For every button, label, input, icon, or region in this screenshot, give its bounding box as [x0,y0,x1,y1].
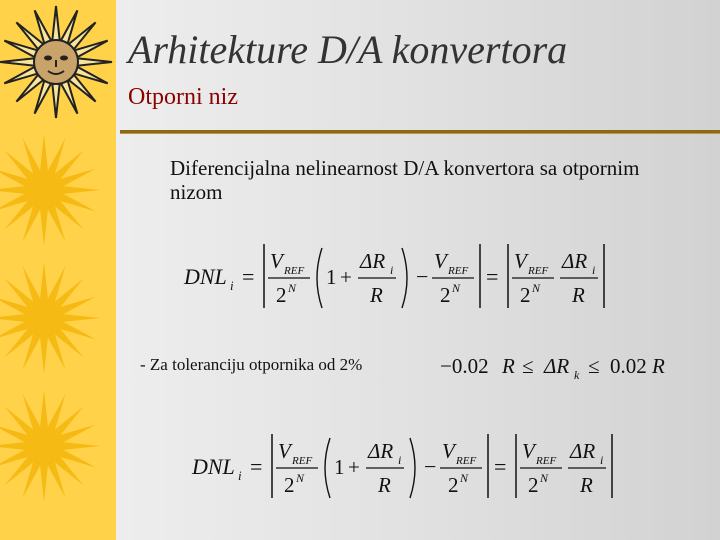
delta-r: ΔR [570,439,596,463]
paren-left [325,438,330,498]
two: 2 [276,283,287,307]
delta-r-subscript: i [592,263,596,277]
sun-core [24,426,64,466]
r-symbol: R [502,354,515,378]
one: 1 [326,265,337,289]
sun-face-icon [0,6,112,118]
two: 2 [448,473,459,497]
r-symbol: R [580,473,593,497]
inequality-left-value: −0.02 [440,354,489,378]
vref-symbol: V [278,439,291,463]
exponent: N [296,471,305,485]
vref-subscript: REF [292,455,313,467]
r-symbol: R [652,354,665,378]
vref-subscript: REF [528,265,549,277]
title-divider-shadow [120,133,720,134]
le-sign: ≤ [522,354,534,378]
exponent: N [288,281,297,295]
dnl-symbol: DNL [192,454,235,479]
slide-subtitle: Otporni niz [128,84,238,110]
decorative-sidebar [0,0,116,540]
vref-symbol: V [270,249,283,273]
exponent: N [532,281,541,295]
body-paragraph: Diferencijalna nelinearnost D/A konvertora sa otpornim nizom [170,156,640,204]
vref-subscript: REF [536,455,557,467]
vref-subscript: REF [456,455,477,467]
delta-r-subscript: i [600,453,604,467]
le-sign: ≤ [588,354,600,378]
equals-sign: = [494,454,507,479]
delta-r: ΔR [360,249,386,273]
sun-eye [44,56,52,61]
vref-symbol: V [522,439,535,463]
dnl-subscript: i [238,468,242,483]
two: 2 [284,473,295,497]
exponent: N [452,281,461,295]
delta-r: ΔR [544,354,570,378]
tolerance-label: - Za toleranciju otpornika od 2% [140,355,363,374]
plus-sign: + [348,455,360,479]
tolerance-inequality [438,346,678,382]
vref-subscript: REF [284,265,305,277]
exponent: N [540,471,549,485]
r-symbol: R [378,473,391,497]
delta-r: ΔR [368,439,394,463]
sun-icon [0,262,100,374]
sun-icon [0,134,100,246]
one: 1 [334,455,345,479]
sun-core [24,170,64,210]
two: 2 [520,283,531,307]
paren-left [317,248,322,308]
sun-icon [0,390,100,502]
delta-r-subscript: i [390,263,394,277]
sun-eye [60,56,68,61]
vref-symbol: V [514,249,527,273]
delta-r: ΔR [562,249,588,273]
two: 2 [440,283,451,307]
r-symbol: R [370,283,383,307]
minus-sign: − [424,454,437,479]
vref-symbol: V [442,439,455,463]
paren-right [410,438,415,498]
dnl-equation-2 [188,428,618,504]
dnl-subscript: i [230,278,234,293]
paren-right [402,248,407,308]
minus-sign: − [416,264,429,289]
sun-icons-column [0,0,116,540]
equals-sign: = [486,264,499,289]
slide-title: Arhitekture D/A konvertora [128,27,568,72]
sun-core [24,298,64,338]
delta-r-subscript: i [398,453,402,467]
dnl-symbol: DNL [184,264,227,289]
dnl-equation-1 [180,238,610,314]
k-subscript: k [574,368,580,382]
r-symbol: R [572,283,585,307]
vref-subscript: REF [448,265,469,277]
vref-symbol: V [434,249,447,273]
two: 2 [528,473,539,497]
equals-sign: = [250,454,263,479]
inequality-right-value: 0.02 [610,354,647,378]
equals-sign: = [242,264,255,289]
plus-sign: + [340,265,352,289]
exponent: N [460,471,469,485]
